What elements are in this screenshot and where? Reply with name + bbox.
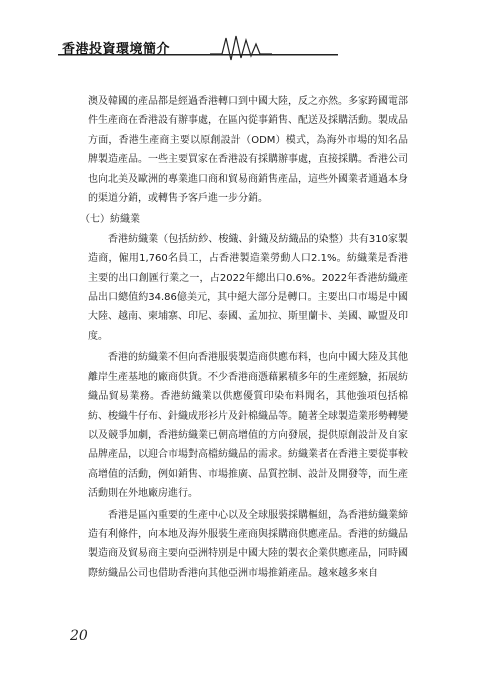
header-title: 香港投資環境簡介 [62, 42, 171, 57]
document-body [80, 92, 408, 583]
section-heading: （七）紡織業 [80, 214, 140, 226]
paragraph-1: 澳及韓國的產品都是經過香港轉口到中國大陸，反之亦然。多家跨國電部件生產商在香港設有辦事處，在區內從事銷售、配送及採購活動。製成品方面，香港生產商主要以原創設計（ODM）模式，為海外市場的知名品牌製造產品。一些主要買家在香港設有採購辦事處，直接採購。香港公司也向北美及歐洲的專業進口商和貿易商銷售產品，這些外國業者通過本身的渠道分銷，或轉售予客戶進一步分銷。 [88, 96, 408, 205]
heartbeat-line-icon [210, 36, 272, 60]
paragraph-2: 香港紡織業（包括紡紗、梭織、針織及紡織品的染整）共有310家製造商，僱用1,760名員工，占香港製造業勞動人口2.1%。紡織業是香港主要的出口創匯行業之一，占2022年總出口0.6%。2022年香港紡織產品出口總值約34.86億美元，其中絕大部分是轉口。主要出口市場是中國大陸、越南、柬埔寨、印尼、泰國、孟加拉、斯里蘭卡、美國、歐盟及印度。 [88, 233, 408, 342]
paragraph-4: 香港是區內重要的生產中心以及全球服裝採購樞紐，為香港紡織業締造有利條件，向本地及海外服裝生產商與採購商供應產品。香港的紡織品製造商及貿易商主要向亞洲特別是中國大陸的製衣企業供應產品，同時國際紡織品公司也借助香港向其他亞洲市場推銷產品。越來越多來自 [88, 509, 408, 579]
paragraph-3: 香港的紡織業不但向香港服裝製造商供應布料，也向中國大陸及其他離岸生產基地的廠商供貨。不少香港商憑藉累積多年的生產經驗，拓展紡織品貿易業務。香港紡織業以供應優質印染布料聞名，其他強項包括棉紡、梭織牛仔布、針織成形衫片及針棉織品等。隨著全球製造業形勢轉變以及競爭加劇，香港紡織業已朝高增值的方向發展，提供原創設計及自家品牌產品，以迎合市場對高檔紡織品的需求。紡織業者在香港主要從事較高增值的活動，例如銷售、市場推廣、品質控制、設計及開發等，而生產活動則在外地廠房進行。 [88, 352, 408, 500]
page-header [0, 0, 480, 62]
page-number: 20 [70, 628, 88, 644]
